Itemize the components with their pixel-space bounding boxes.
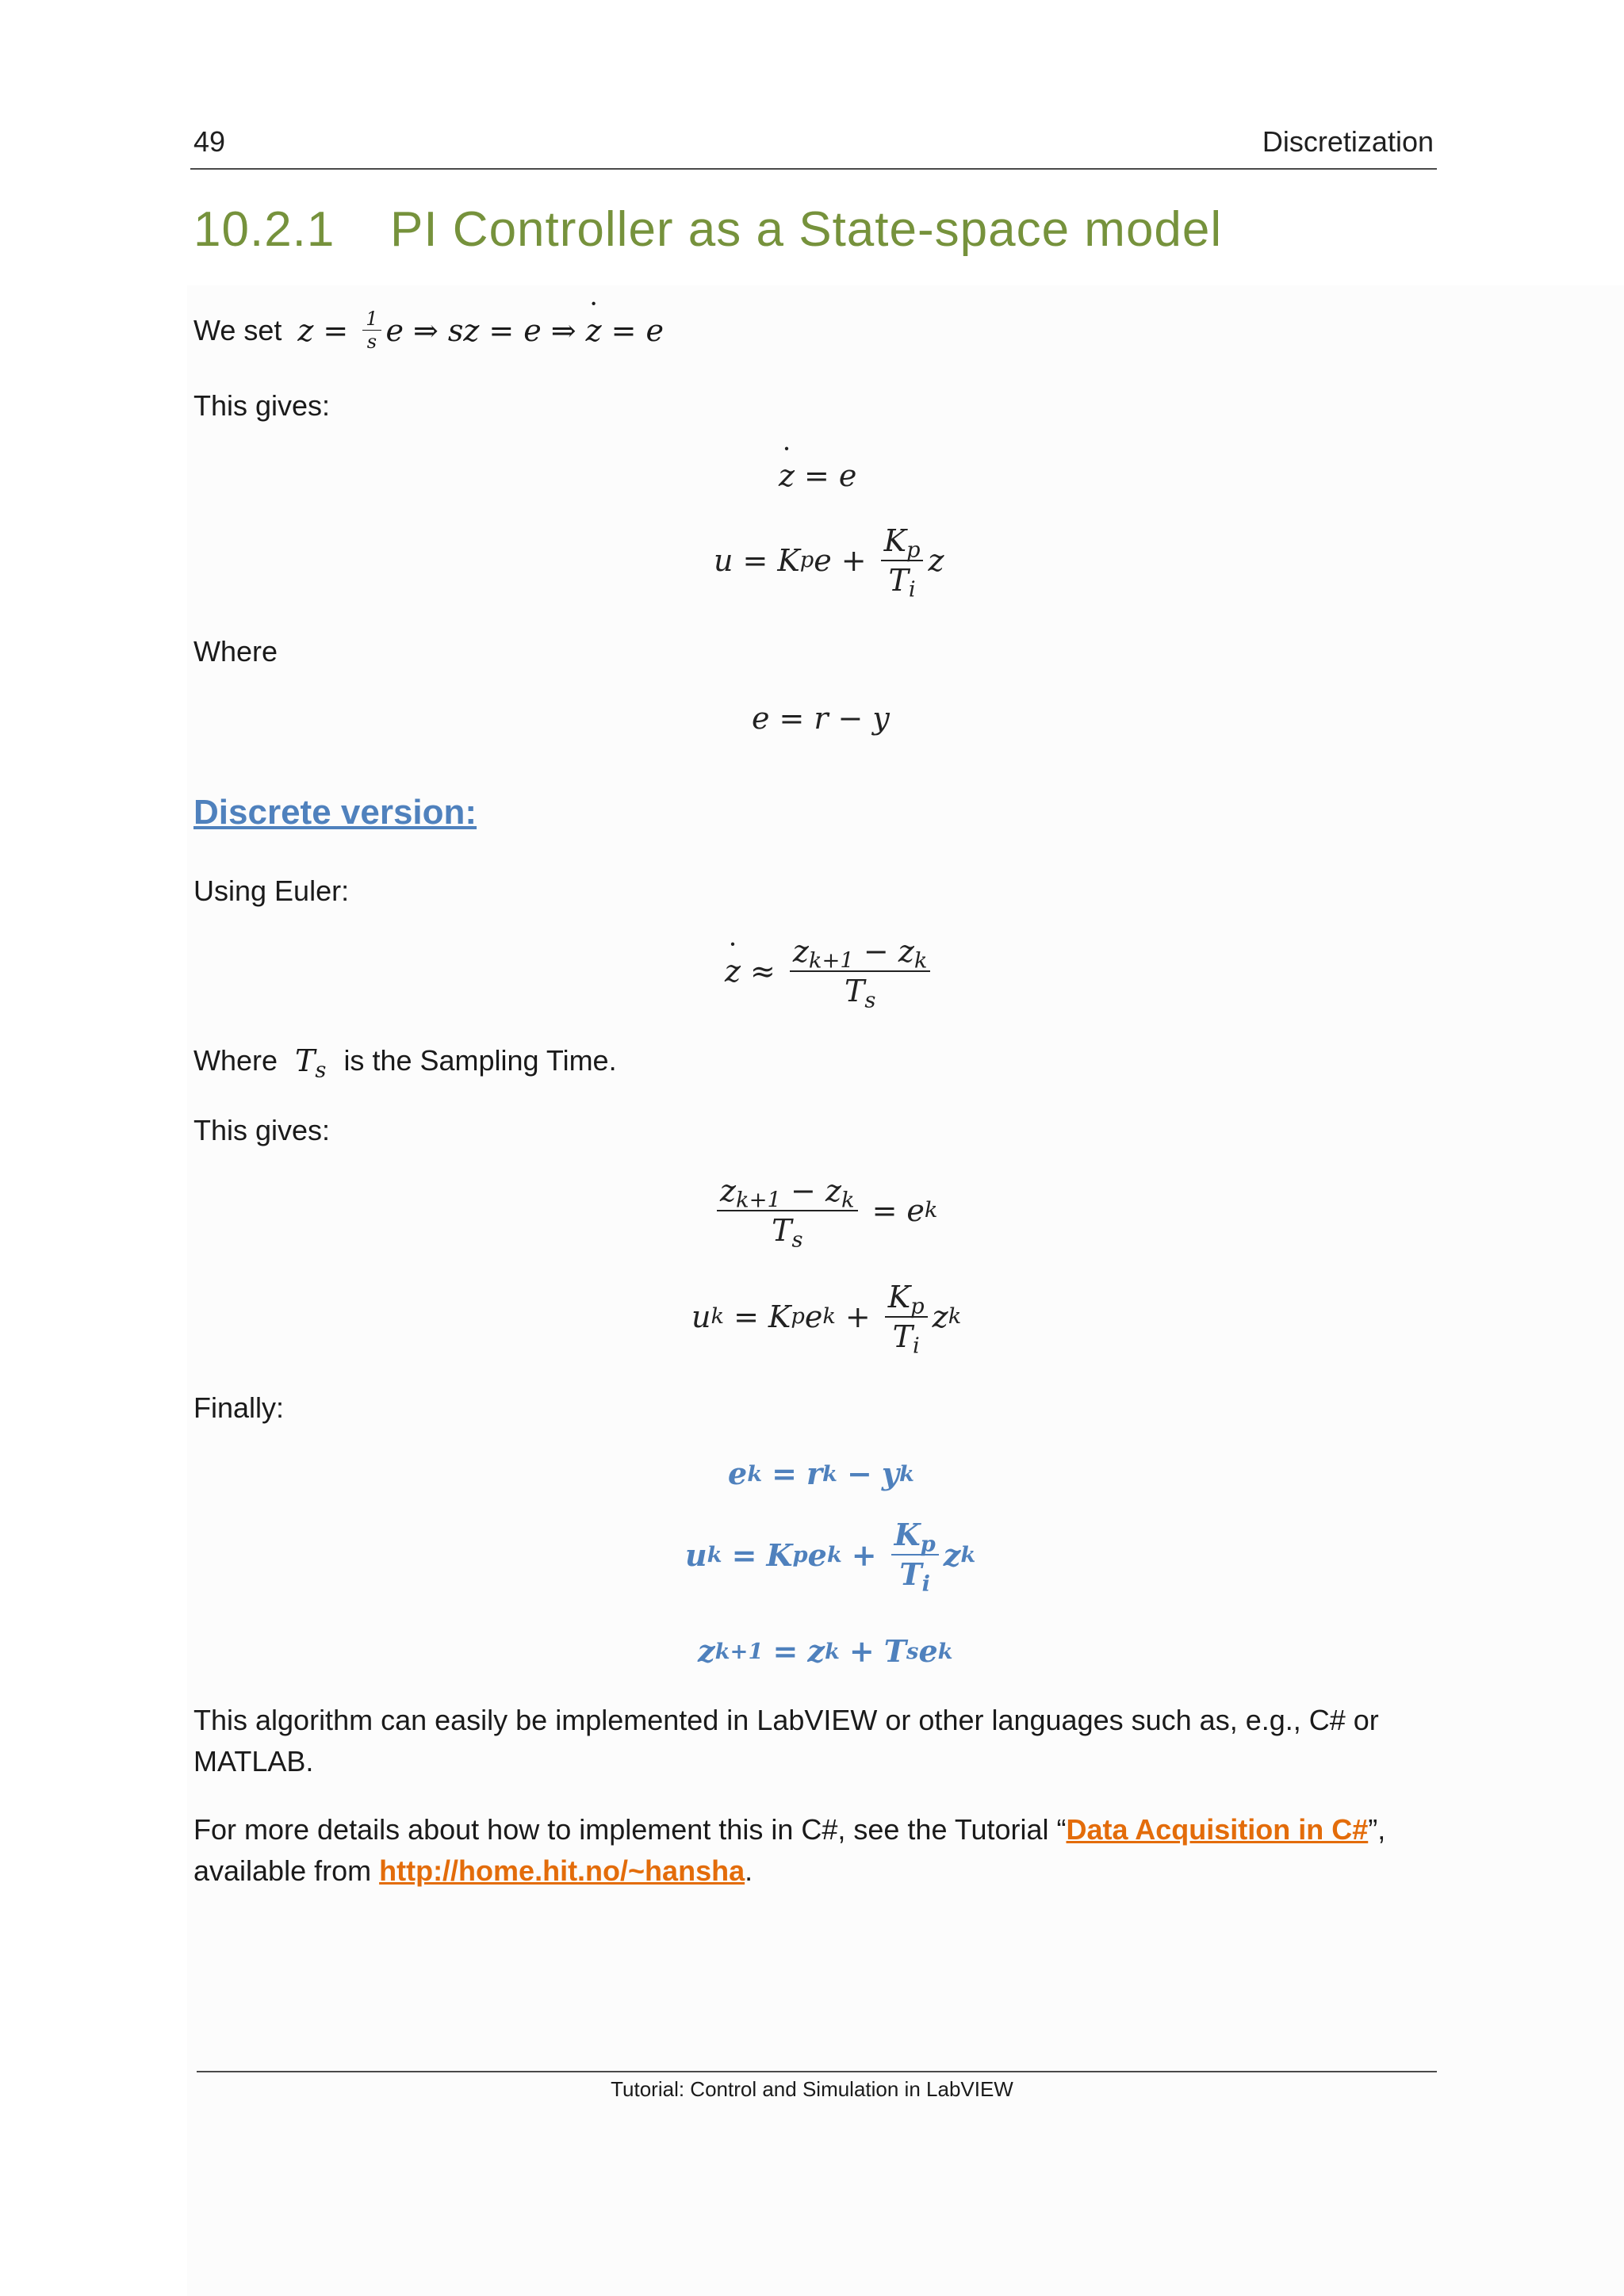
details-paragraph bbox=[193, 1809, 1385, 1892]
available-from-text: available from bbox=[193, 1854, 380, 1887]
final-equation-error: e k = r k − y k bbox=[728, 1456, 914, 1491]
this-gives-label-2: This gives: bbox=[193, 1114, 331, 1146]
equation-euler-approximation: ˙ z ≈ $\frac{z_{k+1} - z_k}{T_s}$ bbox=[725, 934, 935, 1008]
equation-discrete-state: $\frac{z_{k+1} - z_k}{T_s}$ = e k bbox=[712, 1173, 938, 1248]
this-gives-label-1: This gives: bbox=[193, 389, 331, 422]
trailing-period: . bbox=[745, 1854, 753, 1887]
details-line-2 bbox=[193, 1850, 1385, 1892]
section-number: 10.2.1 bbox=[193, 202, 335, 257]
using-euler-label: Using Euler: bbox=[193, 874, 350, 907]
we-set-equation: z = $\frac{1}{s}$ e ⇒ sz = e ⇒ ˙ z = e bbox=[297, 309, 664, 351]
algorithm-line-1: This algorithm can easily be implemented in LabVIEW or other languages such as, e.g., C# or bbox=[193, 1704, 1379, 1736]
section-heading bbox=[193, 201, 1222, 258]
where-label-2: Where bbox=[193, 1044, 278, 1077]
finally-label: Finally: bbox=[193, 1391, 285, 1424]
discrete-version-subheading: Discrete version: bbox=[193, 793, 477, 832]
footer-rule bbox=[197, 2071, 1437, 2072]
details-suffix-text: ”, bbox=[1368, 1813, 1386, 1846]
running-header-title: Discretization bbox=[1262, 125, 1434, 158]
where-label-1: Where bbox=[193, 635, 278, 668]
ts-symbol: $T_s$ bbox=[295, 1043, 327, 1083]
equation-zdot-e: ˙ z = e bbox=[779, 458, 856, 493]
header-rule bbox=[190, 168, 1437, 170]
sampling-time-line bbox=[193, 1040, 617, 1081]
we-set-line bbox=[193, 309, 664, 351]
homepage-url-link[interactable]: http://home.hit.no/~hansha bbox=[379, 1854, 745, 1887]
section-title: PI Controller as a State-space model bbox=[390, 202, 1223, 257]
final-equation-control: u k = K p e k + $\frac{K_p}{T_i}$ z k bbox=[685, 1517, 976, 1597]
footer-text: Tutorial: Control and Simulation in LabVIEW bbox=[611, 2077, 1013, 2101]
final-equation-state-update: z k+1 = z k + T s e k bbox=[698, 1633, 953, 1669]
algorithm-paragraph bbox=[193, 1700, 1379, 1782]
tutorial-link[interactable]: Data Acquisition in C# bbox=[1066, 1813, 1369, 1846]
one-over-s-fraction: $\frac{1}{s}$ bbox=[362, 309, 381, 351]
we-set-label: We set bbox=[193, 313, 282, 346]
details-prefix-text: For more details about how to implement this in C#, see the Tutorial “ bbox=[193, 1813, 1067, 1846]
equation-error-continuous: e = r − y bbox=[752, 701, 890, 736]
equation-u-continuous: u = K p e + $\frac{K_p}{T_i}$ z bbox=[714, 523, 944, 603]
algorithm-line-2: MATLAB. bbox=[193, 1745, 314, 1777]
equation-u-discrete: u k = K p e k + $\frac{K_p}{T_i}$ z k bbox=[691, 1280, 962, 1359]
sampling-time-text: is the Sampling Time. bbox=[343, 1044, 617, 1077]
page-number: 49 bbox=[193, 125, 226, 158]
details-line-1 bbox=[193, 1809, 1385, 1850]
